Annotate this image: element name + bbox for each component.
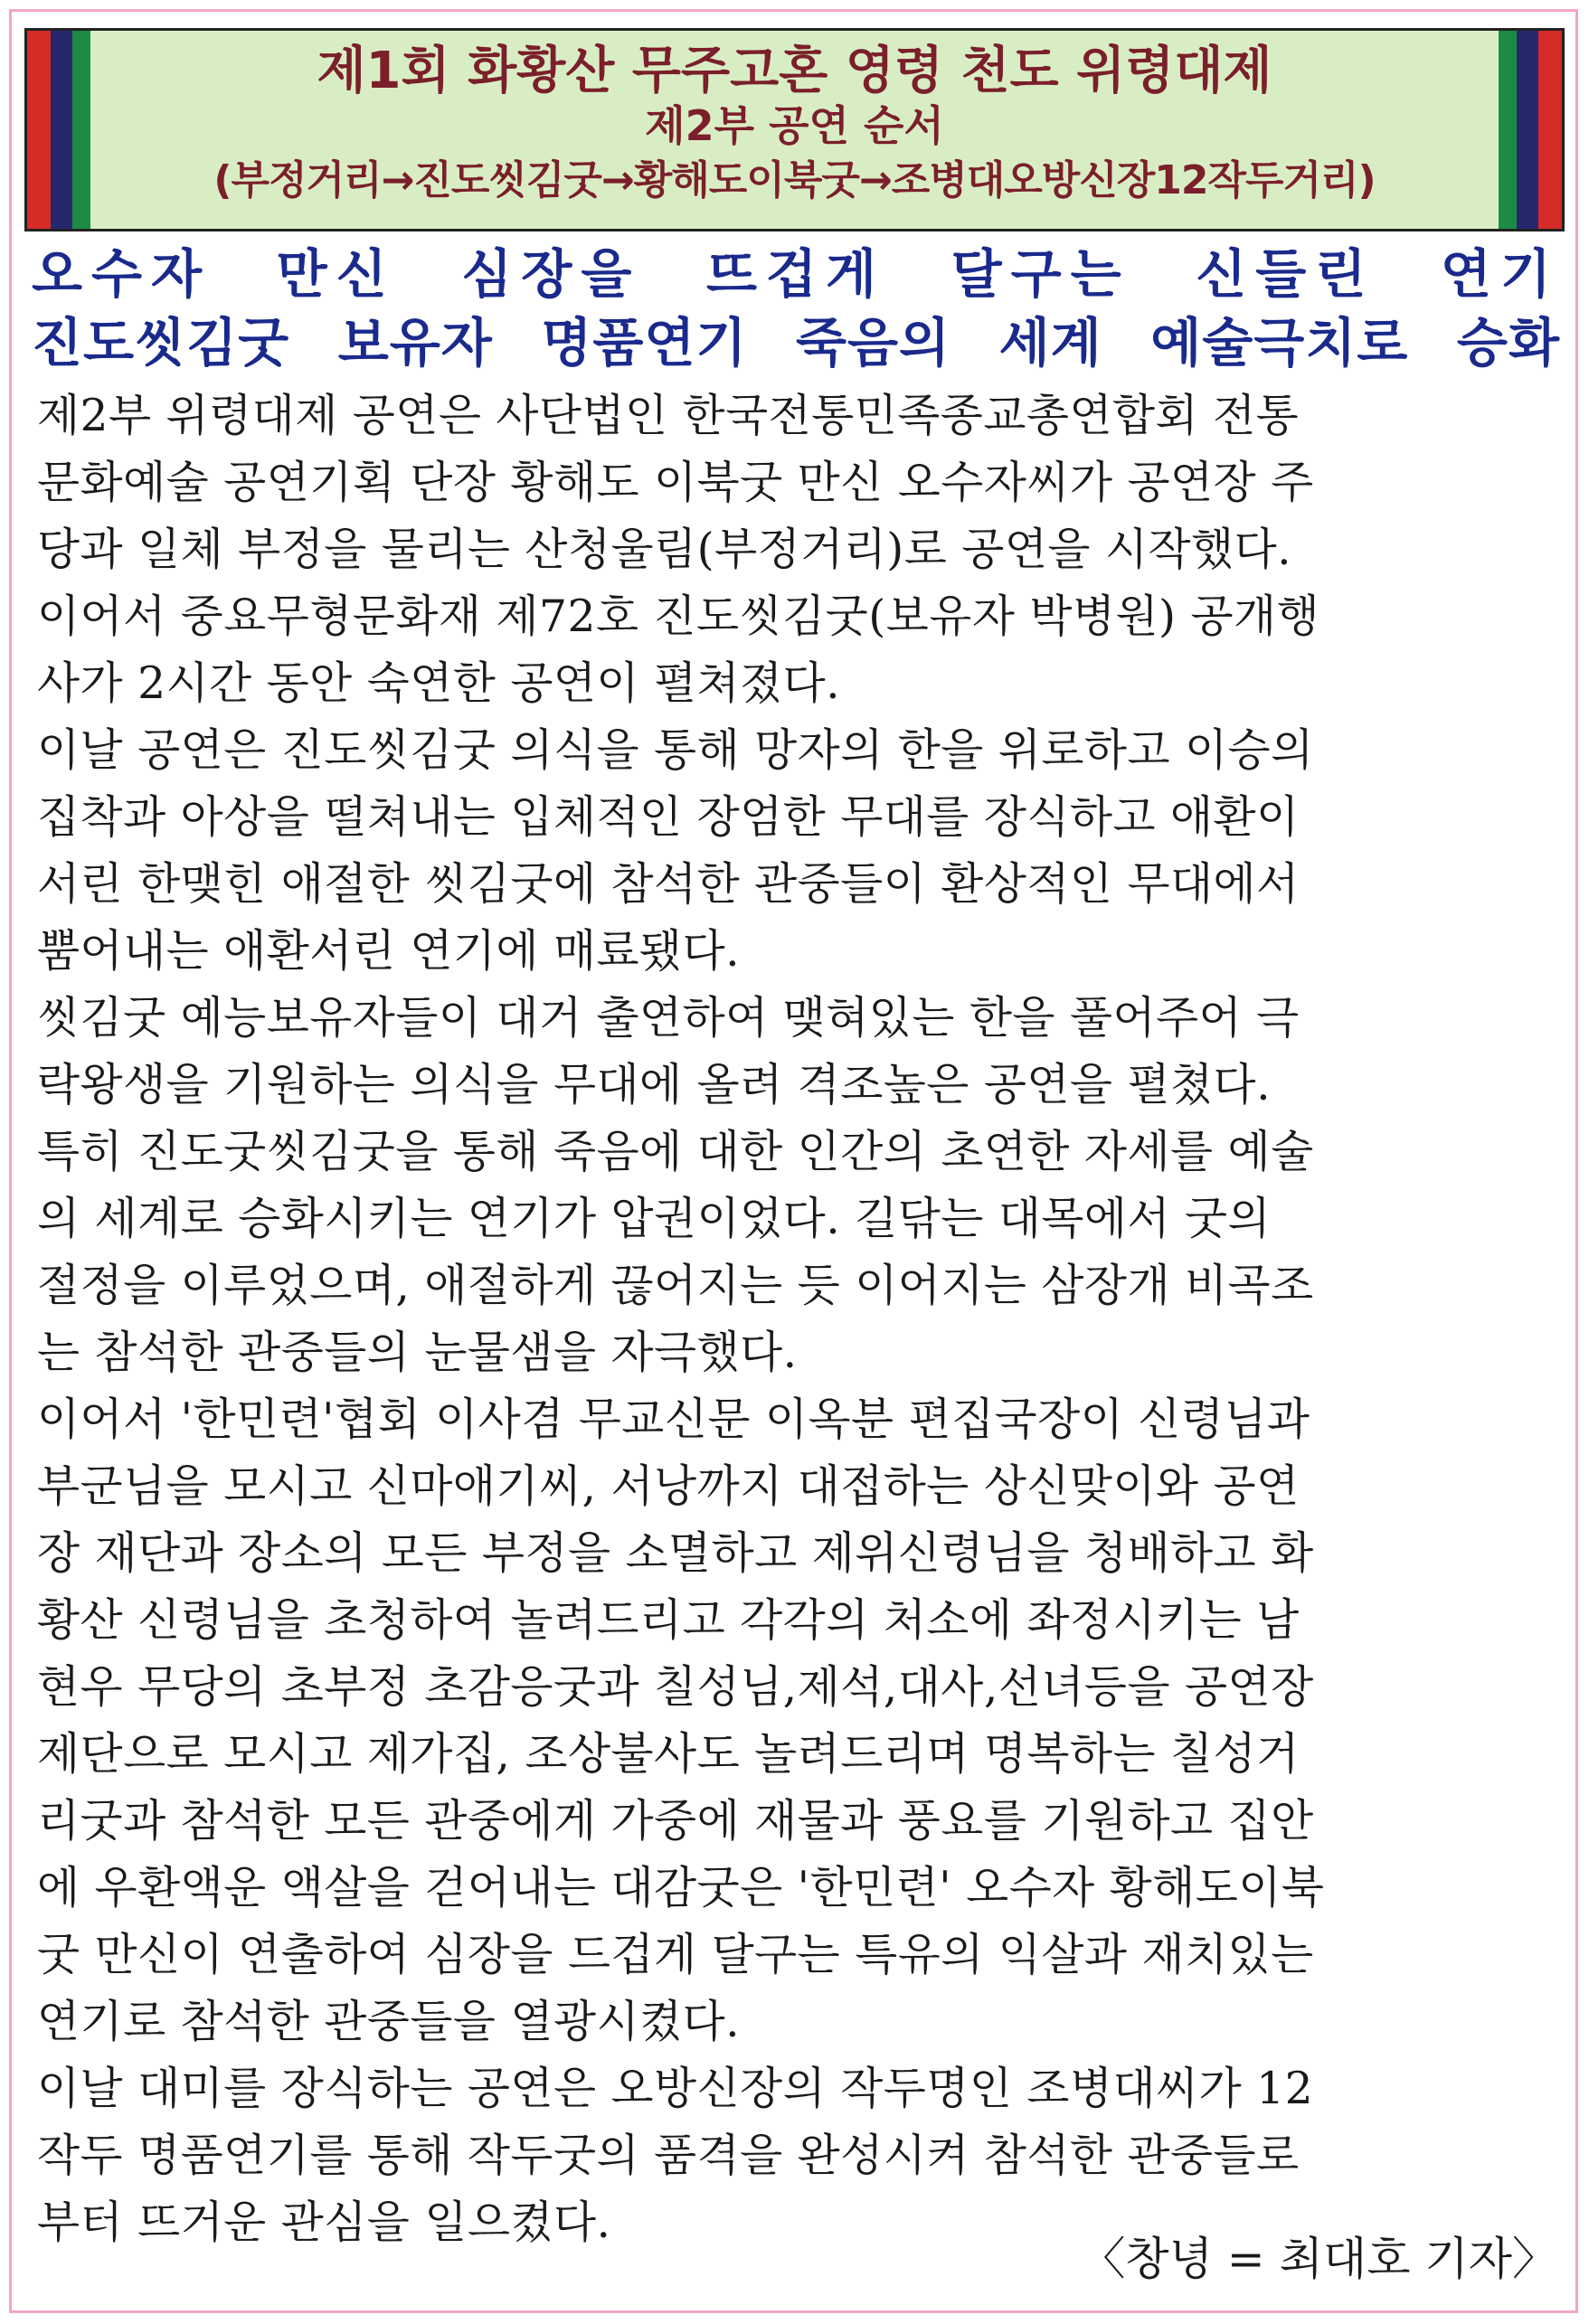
stripe-green bbox=[1499, 31, 1517, 229]
article-body bbox=[37, 383, 1575, 2256]
stripe-red bbox=[27, 31, 51, 229]
body-line: 연기로 참석한 관중들을 열광시켰다. bbox=[37, 1997, 741, 2047]
body-line: 이어서 중요무형문화재 제72호 진도씻김굿(보유자 박병원) 공개행 bbox=[37, 591, 1320, 642]
body-line: 당과 일체 부정을 물리는 산청울림(부정거리)로 공연을 시작했다. bbox=[37, 524, 1292, 575]
body-line: 제단으로 모시고 제가집, 조상불사도 놀려드리며 명복하는 칠성거 bbox=[37, 1729, 1300, 1780]
body-line: 서린 한맺힌 애절한 씻김굿에 참석한 관중들이 환상적인 무대에서 bbox=[37, 859, 1300, 910]
body-line: 의 세계로 승화시키는 연기가 압권이었다. 길닦는 대목에서 굿의 bbox=[37, 1194, 1272, 1244]
body-line: 씻김굿 예능보유자들이 대거 출연하여 맺혀있는 한을 풀어주어 극 bbox=[37, 993, 1300, 1044]
body-line: 는 참석한 관중들의 눈물샘을 자극했다. bbox=[37, 1327, 798, 1378]
stripe-navy bbox=[1517, 31, 1538, 229]
body-line: 부군님을 모시고 신마애기씨, 서낭까지 대접하는 상신맞이와 공연 bbox=[37, 1461, 1300, 1512]
body-line: 락왕생을 기원하는 의식을 무대에 올려 격조높은 공연을 펼쳤다. bbox=[37, 1060, 1272, 1110]
body-line: 장 재단과 장소의 모든 부정을 소멸하고 제위신령님을 청배하고 화 bbox=[37, 1528, 1314, 1579]
headline-line-1: 오수자 만신 심장을 뜨겁게 달구는 신들린 연기 bbox=[32, 243, 1560, 305]
body-line: 황산 신령님을 초청하여 놀려드리고 각각의 처소에 좌정시키는 남 bbox=[37, 1595, 1300, 1646]
body-line: 특히 진도굿씻김굿을 통해 죽음에 대한 인간의 초연한 자세를 예술 bbox=[37, 1127, 1314, 1177]
stripe-red bbox=[1538, 31, 1562, 229]
stripe-green bbox=[72, 31, 90, 229]
body-line: 작두 명품연기를 통해 작두굿의 품격을 완성시켜 참석한 관중들로 bbox=[37, 2130, 1300, 2181]
body-line: 제2부 위령대제 공연은 사단법인 한국전통민족종교총연합회 전통 bbox=[37, 391, 1300, 441]
header-text bbox=[99, 31, 1490, 229]
body-line: 리굿과 참석한 모든 관중에게 가중에 재물과 풍요를 기원하고 집안 bbox=[37, 1796, 1314, 1847]
body-line: 뿜어내는 애환서린 연기에 매료됐다. bbox=[37, 926, 741, 977]
stripe-navy bbox=[51, 31, 72, 229]
header-banner bbox=[24, 28, 1565, 231]
body-line: 에 우환액운 액살을 걷어내는 대감굿은 '한민련' 오수자 황해도이북 bbox=[37, 1863, 1325, 1913]
body-line: 문화예술 공연기획 단장 황해도 이북굿 만신 오수자씨가 공연장 주 bbox=[37, 458, 1314, 508]
performance-order: (부정거리→진도씻김굿→황해도이북굿→조병대오방신장12작두거리) bbox=[213, 157, 1376, 203]
body-line: 이날 대미를 장식하는 공연은 오방신장의 작두명인 조병대씨가 12 bbox=[37, 2064, 1314, 2114]
body-line: 현우 무당의 초부정 초감응굿과 칠성님,제석,대사,선녀등을 공연장 bbox=[37, 1662, 1314, 1713]
body-line: 이날 공연은 진도씻김굿 의식을 통해 망자의 한을 위로하고 이승의 bbox=[37, 725, 1314, 776]
headline bbox=[32, 240, 1560, 377]
body-line: 굿 만신이 연출하여 심장을 드겁게 달구는 특유의 익살과 재치있는 bbox=[37, 1930, 1314, 1980]
body-line: 절정을 이루었으며, 애절하게 끊어지는 듯 이어지는 삼장개 비곡조 bbox=[37, 1261, 1314, 1311]
event-title: 제1회 화황산 무주고혼 영령 천도 위령대제 bbox=[317, 42, 1272, 100]
body-line: 부터 뜨거운 관심을 일으켰다. bbox=[37, 2197, 611, 2248]
body-line: 사가 2시간 동안 숙연한 공연이 펼쳐졌다. bbox=[37, 658, 841, 709]
right-stripes bbox=[1499, 31, 1562, 229]
article-page bbox=[9, 9, 1578, 2313]
event-subtitle: 제2부 공연 순서 bbox=[645, 101, 944, 150]
left-stripes bbox=[27, 31, 90, 229]
headline-line-2: 진도씻김굿 보유자 명품연기 죽음의 세계 예술극치로 승화 bbox=[32, 312, 1560, 373]
body-line: 집착과 아상을 떨쳐내는 입체적인 장엄한 무대를 장식하고 애환이 bbox=[37, 792, 1300, 843]
byline: 〈창녕 = 최대호 기자〉 bbox=[1080, 2233, 1557, 2285]
body-line: 이어서 '한민련'협회 이사겸 무교신문 이옥분 편집국장이 신령님과 bbox=[37, 1394, 1310, 1445]
